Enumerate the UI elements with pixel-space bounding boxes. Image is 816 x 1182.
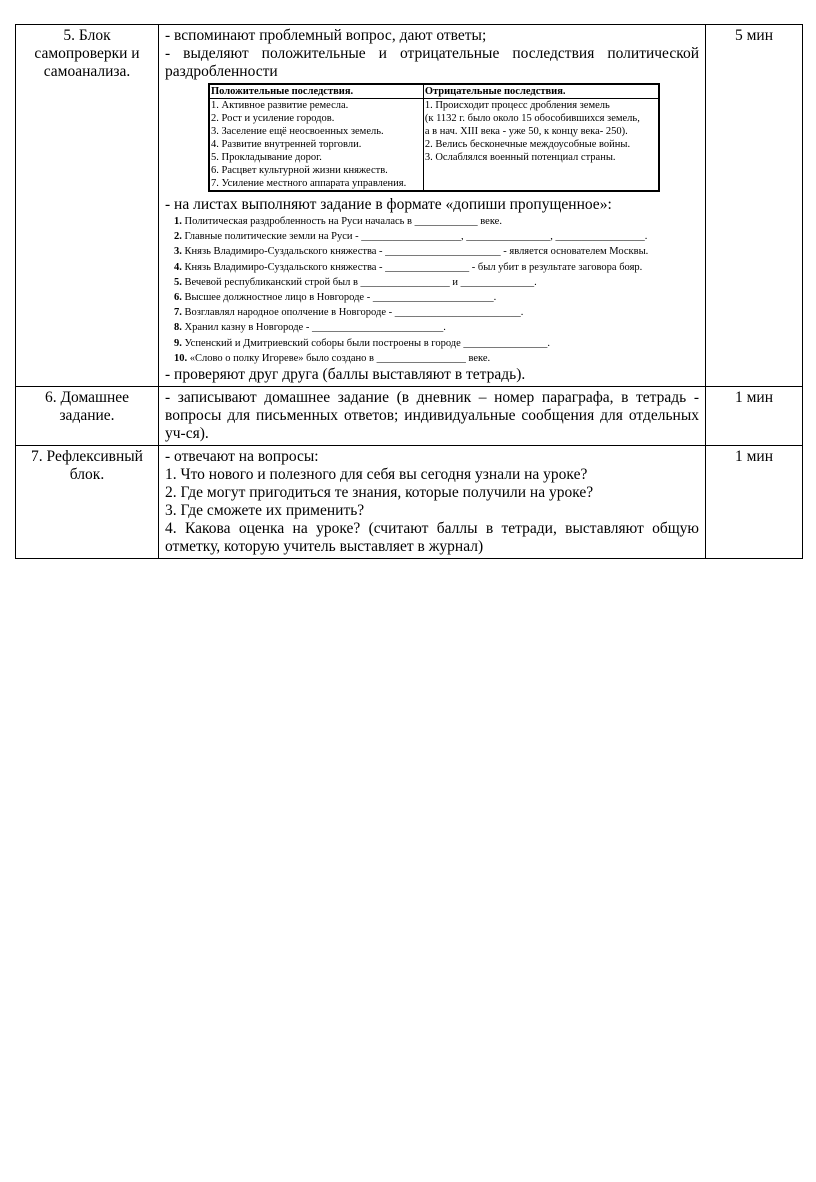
exercise-item: 8. Хранил казну в Новгороде - _________________________. [174,322,446,334]
activity-cell [159,446,706,559]
list-item: 5. Прокладывание дорог. [211,152,322,163]
activity-cell [159,387,706,446]
activity-line: 4. Какова оценка на уроке? (считают баллы в тетради, выставляют общую отметку, которую учитель выставляет в журнал) [165,520,699,556]
negative-list [423,99,659,192]
list-item: а в нач. XIII века - уже 50, к концу века- 250). [424,126,628,137]
list-item: 1. Активное развитие ремесла. [211,100,349,111]
exercise-item: 7. Возглавлял народное ополчение в Новгороде - ________________________. [174,307,524,319]
lesson-plan-table [15,24,803,559]
time-cell: 5 мин [706,25,803,387]
exercise-item: 6. Высшее должностное лицо в Новгороде - _______________________. [174,292,497,304]
activity-line: - выделяют положительные и отрицательные последствия политической раздробленности [165,45,699,80]
time-cell: 1 мин [706,387,803,446]
exercise-item: 9. Успенский и Дмитриевский соборы были построены в городе ________________. [174,337,551,349]
stage-cell: 6. Домашнее задание. [16,387,159,446]
task-intro: - на листах выполняют задание в формате «допиши пропущенное»: [165,196,612,213]
stage-cell: 7. Рефлексивный блок. [16,446,159,559]
exercise-item: 2. Главные политические земли на Руси - ___________________, ________________, _________________. [174,231,648,243]
exercise-item: 1. Политическая раздробленность на Руси началась в ____________ веке. [174,216,502,227]
activity-line: 1. Что нового и полезного для себя вы сегодня узнали на уроке? [165,466,588,484]
exercise-item: 10. «Слово о полку Игореве» было создано в _________________ веке. [174,352,491,364]
time-cell: 1 мин [706,446,803,559]
list-item: 3. Заселение ещё неосвоенных земель. [211,126,384,137]
list-item: 4. Развитие внутренней торговли. [211,139,362,150]
list-item: 1. Происходит процесс дробления земель [424,100,610,111]
stage-cell: 5. Блок самопроверки и самоанализа. [16,25,159,387]
table-row [16,446,803,559]
activity-line: 2. Где могут пригодиться те знания, которые получили на уроке? [165,484,594,502]
exercise-item: 5. Вечевой республиканский строй был в _________________ и ______________. [174,276,537,288]
table-row [16,387,803,446]
exercise-item: 4. Князь Владимиро-Суздальского княжества - ________________ - был убит в результате заговора бояр. [174,261,643,273]
activity-line: - отвечают на вопросы: [165,448,319,466]
positive-header: Положительные последствия. [209,84,423,99]
activity-cell [159,25,706,387]
positive-list [209,99,423,192]
consequences-table [208,83,660,192]
list-item: (к 1132 г. было около 15 обособившихся земель, [424,113,640,124]
activity-line: 3. Где сможете их применить? [165,502,365,520]
list-item: 7. Усиление местного аппарата управления. [211,178,407,189]
table-row [16,25,803,387]
exercise-item: 3. Князь Владимиро-Суздальского княжества - ______________________ - является основателем Москвы. [174,246,649,258]
list-item: 3. Ослаблялся военный потенциал страны. [424,152,616,163]
exercise-list [165,214,699,366]
negative-header: Отрицательные последствия. [423,84,659,99]
list-item: 2. Рост и усиление городов. [211,113,335,124]
list-item: 6. Расцвет культурной жизни княжеств. [211,165,388,176]
activity-line: - записывают домашнее задание (в дневник – номер параграфа, в тетрадь - вопросы для письменных ответов; индивидуальные сообщения для отдельных уч-ся). [165,389,699,443]
closing-line: - проверяют друг друга (баллы выставляют в тетрадь). [165,366,526,384]
activity-line: - вспоминают проблемный вопрос, дают ответы; [165,27,487,44]
list-item: 2. Велись бесконечные междоусобные войны. [424,139,631,150]
